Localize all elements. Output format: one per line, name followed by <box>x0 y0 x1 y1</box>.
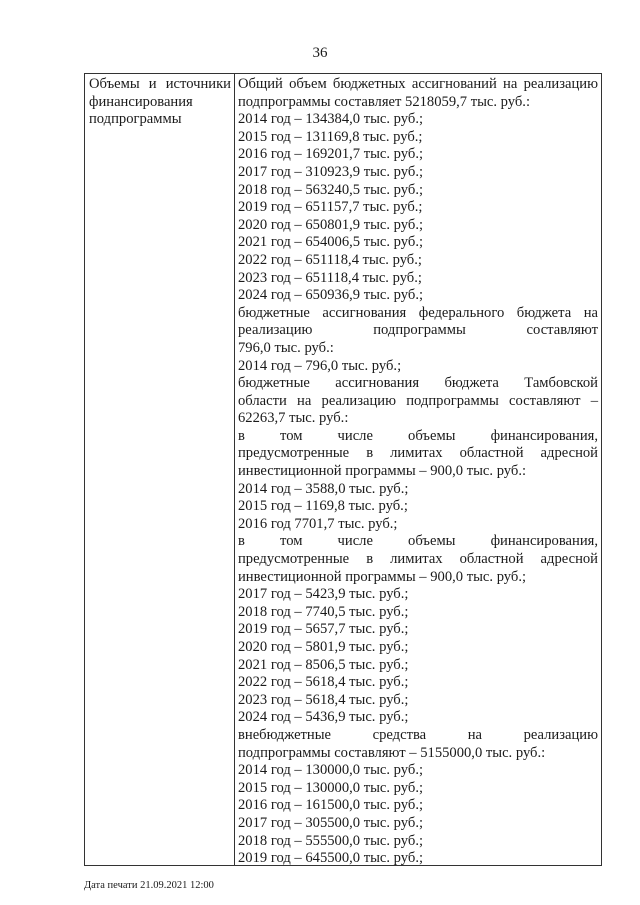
content-line: 2014 год – 796,0 тыс. руб.; <box>238 357 402 374</box>
content-line: 2018 год – 7740,5 тыс. руб.; <box>238 603 409 620</box>
content-line: 2015 год – 130000,0 тыс. руб.; <box>238 779 424 796</box>
content-line: 2017 год – 305500,0 тыс. руб.; <box>238 814 424 831</box>
content-line: 2023 год – 5618,4 тыс. руб.; <box>238 691 409 708</box>
page-number: 36 <box>312 45 328 61</box>
content-line: 2016 год 7701,7 тыс. руб.; <box>238 515 398 532</box>
content-line: 2016 год – 169201,7 тыс. руб.; <box>238 146 424 163</box>
content-line: 2021 год – 8506,5 тыс. руб.; <box>238 656 409 673</box>
content-line: 2018 год – 555500,0 тыс. руб.; <box>238 832 424 849</box>
label-line: финансирования <box>89 93 193 110</box>
content-line: 2024 год – 650936,9 тыс. руб.; <box>238 287 424 304</box>
content-line: инвестиционной программы – 900,0 тыс. руб.: <box>238 463 527 480</box>
content-line: области на реализацию подпрограммы составляют – <box>238 392 598 409</box>
content-line: 2015 год – 1169,8 тыс. руб.; <box>238 498 408 515</box>
content-line: 2014 год – 3588,0 тыс. руб.; <box>238 480 409 497</box>
content-line: подпрограммы составляют – 5155000,0 тыс. руб.: <box>238 744 546 761</box>
content-line: внебюджетные средства на реализацию <box>238 726 598 743</box>
content-line: инвестиционной программы – 900,0 тыс. руб.; <box>238 568 527 585</box>
content-line: 62263,7 тыс. руб.: <box>238 410 349 427</box>
content-line: подпрограммы составляет 5218059,7 тыс. руб.: <box>238 93 531 110</box>
content-line: 2020 год – 5801,9 тыс. руб.; <box>238 639 409 655</box>
content-line: 2021 год – 654006,5 тыс. руб.; <box>238 234 424 251</box>
content-line: 2022 год – 651118,4 тыс. руб.; <box>238 251 422 268</box>
table-content-cell <box>235 74 601 865</box>
content-line: предусмотренные в лимитах областной адресной <box>238 445 598 462</box>
content-line: 2014 год – 130000,0 тыс. руб.; <box>238 762 424 779</box>
content-line: бюджетные ассигнования бюджета Тамбовской <box>238 375 598 392</box>
content-line: бюджетные ассигнования федерального бюджета на <box>238 304 598 321</box>
content-line: в том числе объемы финансирования, <box>238 427 598 444</box>
content-line: 2019 год – 645500,0 тыс. руб.; <box>238 850 424 865</box>
content-line: реализацию подпрограммы составляют <box>238 322 598 339</box>
content-line: 2024 год – 5436,9 тыс. руб.; <box>238 709 409 726</box>
content-line: предусмотренные в лимитах областной адресной <box>238 551 598 568</box>
content-line: 2019 год – 5657,7 тыс. руб.; <box>238 621 409 638</box>
content-line: 2022 год – 5618,4 тыс. руб.; <box>238 674 409 691</box>
content-line: в том числе объемы финансирования, <box>238 533 598 550</box>
content-line: 2017 год – 5423,9 тыс. руб.; <box>238 586 409 603</box>
label-line: подпрограммы <box>89 111 182 128</box>
table-label-cell <box>85 74 235 865</box>
content-line: 2023 год – 651118,4 тыс. руб.; <box>238 269 422 286</box>
content-line: 2019 год – 651157,7 тыс. руб.; <box>238 199 423 216</box>
content-line: Общий объем бюджетных ассигнований на реализацию <box>238 76 598 92</box>
content-line: 2017 год – 310923,9 тыс. руб.; <box>238 163 424 180</box>
content-line: 2015 год – 131169,8 тыс. руб.; <box>238 128 423 145</box>
content-line: 2016 год – 161500,0 тыс. руб.; <box>238 797 424 814</box>
content-line: 2014 год – 134384,0 тыс. руб.; <box>238 111 424 128</box>
financing-table <box>84 73 602 866</box>
content-line: 796,0 тыс. руб.: <box>238 339 334 356</box>
label-line: Объемы и источники <box>89 76 231 92</box>
print-date: Дата печати 21.09.2021 12:00 <box>84 880 214 891</box>
content-line: 2018 год – 563240,5 тыс. руб.; <box>238 181 424 198</box>
content-line: 2020 год – 650801,9 тыс. руб.; <box>238 216 424 233</box>
